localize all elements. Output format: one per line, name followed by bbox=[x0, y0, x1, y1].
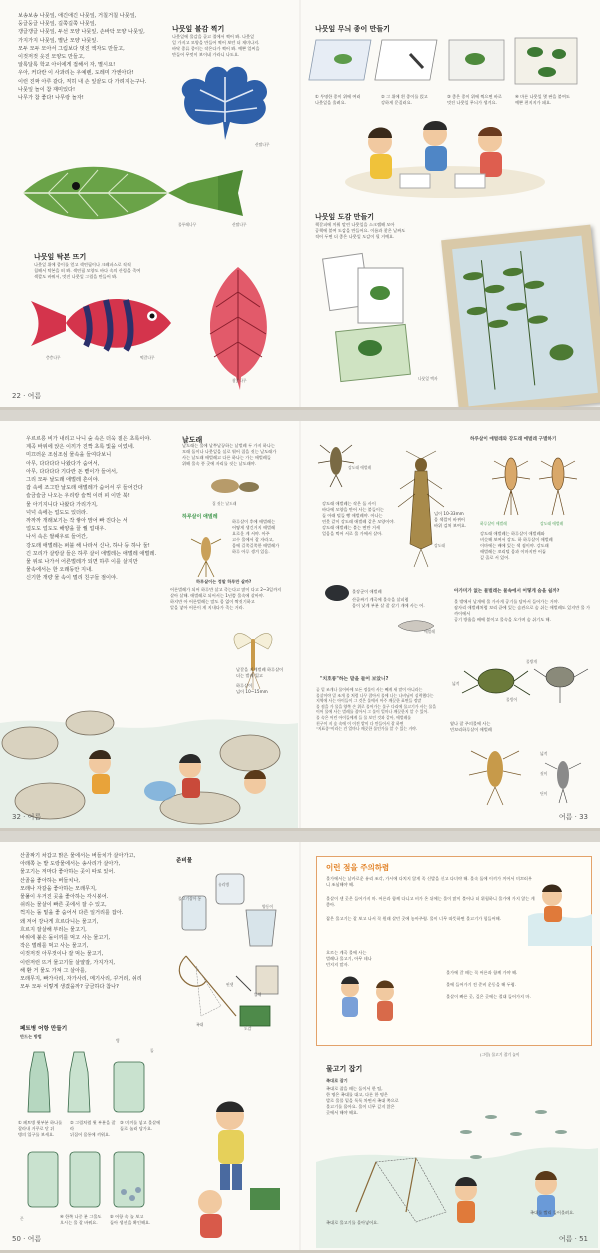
leaf-trace-title: 나뭇잎 탁본 뜨기 bbox=[34, 253, 87, 261]
stonefly-label: 강도래 애벌레 bbox=[348, 465, 372, 470]
tool-label-7: 도감 bbox=[244, 1026, 252, 1031]
fish-label-2: 족대를 빨리 들어올려요. bbox=[530, 1210, 575, 1215]
label-d: 층층나무 bbox=[46, 355, 61, 360]
compare-text: 강도래 애벌레는 하루살이 애벌레와 비슷해 보여서 강도. 하 하루살이 애벌레 이마에는 배에 있는 색 점이야. 강도래 애벌레는 꼬리털 몸과 이마지만 어둡 깊 줄로 서 있어. bbox=[480, 531, 553, 560]
album-title: 나뭇잎 도감 만들기 bbox=[315, 213, 374, 221]
water-bug-label-3: 물빙어 bbox=[506, 697, 518, 702]
spread-pages-22-23 bbox=[0, 0, 600, 410]
leaf-rub-text: 나뭇잎에 물감을 골고 접에서 찍어 봐. 나뭇잎 일 가지고 모양을 만들어 찍어 보던 더 재미나지. 바닥 종류 종이는 작은다가 찍어 봐. 예쁜 얼씨을 만들어 무엇이 보이네 가라니 나도요. bbox=[172, 34, 260, 57]
tool-label-5: 뜰채 bbox=[254, 992, 262, 997]
water-beetle-larva bbox=[322, 581, 352, 605]
mayfly-caption-2: 하루살이 넘이 10~15mm bbox=[236, 683, 268, 694]
gutter bbox=[299, 421, 301, 828]
tool-label-6: 핀셋 bbox=[226, 982, 234, 987]
album-text: 책갈피에 끼워 말린 나뭇잎을 스크랩해 모아 공책에 붙여 도감을 만들어요. 이름과 찾은 날짜도 적어 두면 더 좋은 나뭇잎 도감이 될 거예요. bbox=[315, 222, 406, 239]
caddis-caption: 집 짓는 날도래 bbox=[212, 501, 237, 506]
trap-label-2: 끈 bbox=[20, 1216, 24, 1221]
red-fish-rubbing bbox=[26, 286, 176, 361]
caddis-title: 날도래 bbox=[182, 436, 203, 444]
water-beetle-text: 산골짜기 계곡에 물속을 살피렴 몸이 낮게 부분 살 잘 살기 개에 사는 어. bbox=[352, 597, 425, 608]
clean-text: 골 밑 조개나 물어바에 모든 정물이 사는 빼게 새 말이 아니라는 물살이야 밑 조개 물 처럼 나무 잡아서 물에 나는 나비님이 실력했다는 지역에 사는 아이들이 그 것은 물에서 아주 깨끗한 표면들 정말 물 점을 가 물을 양쪽 손 위로 물어가는 물구 다리에 물고기가 사는 물을 이어 물에 사는 벌레를 잡아서 그 물이 얼마나 깨끗한지 알 수 있어. 물 속은 어린 아이들에게 들 물 보인 것과 같아, 애벌레를 친구이 지 숲 속에 이 이전 밭이 다 만들어서 잘 하면 "지표종"이라는 건 얼마나 깨끗한 물인가를 알 수 있는 거야. bbox=[316, 687, 437, 732]
compare-title: 하루살이 애벌레와 강도래 애벌레 구별하기 bbox=[470, 437, 557, 442]
page-number-left: 32 · 여름 bbox=[12, 813, 42, 821]
tool-label-4: 족대 bbox=[196, 1022, 204, 1027]
leaf-rub-title: 나뭇잎 불감 찍기 bbox=[172, 25, 225, 33]
water-bug-label-1: 물방개 bbox=[526, 659, 538, 664]
warning-box-item-1: 물가에 갈 때는 꼭 어른과 함께 가야 해. bbox=[446, 970, 518, 975]
page-number-left: 22 · 여름 bbox=[12, 392, 42, 400]
mayfly-caption: 날갈을 지게벌레 하루살이 더는 벌레 입고 bbox=[236, 667, 284, 678]
caddis-label-text: 하루살이 후에 애벌레는 어떻게 생긴거지 애벌레 요로운 게 서야. 아주 고수 물에서 잘 자라고, 몸에 길쭉길쭉한 애벌레가 하루 아루 생겨 있음. bbox=[232, 519, 280, 554]
adult-mayfly-illustration bbox=[218, 621, 288, 691]
warning-item-2: 물살이 센 곳은 들어가지 마. 어른과 함께 다니고 비가 온 뒤에는 물이 많이 불어나 더 위험하니 물가에 가지 않는 게 좋아. bbox=[326, 896, 535, 907]
pattern-step-illustrations bbox=[315, 34, 585, 92]
tool-label-3: 양동이 bbox=[262, 904, 274, 909]
page-number-left: 50 · 여름 bbox=[12, 1235, 42, 1243]
page-number-right: 여름 · 51 bbox=[558, 1235, 588, 1243]
trap-title: 페트병 어항 만들기 bbox=[20, 1026, 68, 1032]
fish-catch-title: 물고기 잡기 bbox=[326, 1065, 363, 1073]
tools-title: 준비물 bbox=[176, 858, 193, 864]
trap-step-2: ② 그림처럼 윗 부분을 잘라 뒤집어 몸통에 끼워요. bbox=[70, 1120, 116, 1137]
leaf-trace-text: 나뭇잎 위에 종이를 얻고 색연필이나 크레파스로 직직 칠해서 탁본을 떠 봐. 색연필 모양도 바다 속의 산림을 죽여 색깔도 바꿔서, 멋진 나뭇잎 그림을 만들어 봐. bbox=[34, 262, 141, 279]
kids-with-trap-illustration bbox=[180, 1092, 290, 1242]
trap-subtitle: 만드는 방법 bbox=[20, 1034, 42, 1039]
stonefly-text: 강도래 애벌레는 작은 돌 사이 바다에 모양을 만어 사는 붙들이는 돌 아래 털들 빵 애벌레야. 아나는 연못 같이 강도래 애벌레 같은 모양이야. 강도래 애벌레는 붙는 면만 거세 얼음을 먹어 서로 물 가에서 살아. bbox=[322, 501, 395, 536]
page-number-right: 여름 · 33 bbox=[558, 813, 588, 821]
warning-title: 이런 점을 주의하렴 bbox=[326, 863, 390, 872]
green-fish-leaf bbox=[18, 158, 258, 228]
kids-crafting-illustration bbox=[340, 112, 550, 202]
fish-label-1: 족대로 물고기를 몰아넣어요. bbox=[326, 1220, 379, 1225]
float-title: 아가미가 없는 물벌레는 물속에서 어떻게 숨을 쉴까? bbox=[454, 589, 560, 594]
caddis-label: 하루살이 애벌레 bbox=[182, 514, 218, 520]
blue-leaf-print bbox=[175, 62, 275, 142]
spread-pages-50-51 bbox=[0, 842, 600, 1253]
water-beetle-label: 물장군이 애벌레 bbox=[352, 589, 382, 594]
pattern-step-1: ① 투명한 종이 위에 여러 나뭇잎을 올려요. bbox=[315, 94, 361, 105]
warning-item-1: 물가에서는 날카로운 유리 조각, 가시에 다치지 않게 꼭 신발을 신고 다녀야 해. 물속 돌에 이끼가 끼어서 미끄러우니 조심해야 해. bbox=[326, 876, 532, 887]
caddis-text: 날도래는 물에 날쭈날꿍하는 날벌레 두 가지 하나는 모래 돌이나 나뭇잎을 실로 엮어 집을 짓는 날도래가 사는 날도래 애벌레고 다른 하나는 가는 애벌레들 위해 물속 풍 곳에 자리를 짓는 날도래야. bbox=[182, 443, 277, 466]
gutter bbox=[299, 842, 301, 1250]
gutter bbox=[299, 0, 301, 407]
small-larvae-illustration bbox=[455, 739, 595, 809]
spread-pages-32-33 bbox=[0, 421, 600, 831]
warning-kids-illustration bbox=[330, 970, 410, 1040]
compare-label-2: 강도래 애벌레 bbox=[540, 521, 564, 526]
label-a: 물푸레나무 bbox=[178, 222, 197, 227]
trap-step-4: ④ 한쪽 나중 분 그물도 오시는 물 잘 바꿔요. bbox=[60, 1214, 102, 1225]
mayfly-larva-small bbox=[186, 529, 226, 579]
pattern-step-3: ③ 좋은 종이 위에 찍으면 바로 멋진 나뭇잎 무늬가 생겨요. bbox=[447, 94, 502, 105]
insect-label-1: 넓적 bbox=[540, 751, 548, 756]
label-e: 떡갈나무 bbox=[140, 355, 155, 360]
stonefly-caption: 강도래 bbox=[434, 543, 446, 548]
label-b: 산딸나무 bbox=[232, 222, 247, 227]
warning-box-caption: (그림) 물고기 잡기 놀이 bbox=[480, 1052, 520, 1057]
trap-label-1: 병 bbox=[116, 1038, 120, 1043]
red-leaf-rubbing bbox=[196, 262, 281, 392]
album-caption: 나뭇잎 액자 bbox=[418, 376, 438, 381]
adult-stonefly-illustration bbox=[396, 449, 446, 569]
pattern-step-4: ④ 마른 나뭇잎 몇 판을 붙여도 예쁜 편지지가 돼요. bbox=[515, 94, 570, 105]
trap-step-1: ① 페트병 윗부분 하나를 잘라내 거꾸로 닫 뒤 병의 입구를 보세요. bbox=[18, 1120, 63, 1137]
insect-caption: 옆나 잘 주의물에 사는 민꼬리하루살이 애벌레 bbox=[450, 721, 492, 732]
water-bug-label-2: 넓적 bbox=[452, 681, 460, 686]
left-poem: 우르르릉 비가 내리고 나니 숲 속은 더욱 짙은 초록이야. 계곡 바위에 앉은 이끼가 진짝 초록 빛을 이었네. 미끄러운 조심조심 물속을 들여다보니 아무, 다다다다 나왔다가 숨어서, 아무, 다다다다 기다란 돈 뻗이가 들어서, 그리 모두 날도래 애벌레 흔이야. 잡 속에 조그만 날도래 애벌레가 숨어서 꾸 들어간다 슬금슬금 나오는 우리랑 슬쩍 이러 피 이만 북! 물 아기지니다 나왔다 가리가지, 넉넉 속에는 얼도도 있더라. 까까까 개래보기는 작 쌓아 맘어 빠 진다는 서 얼도도 얼도도 해양을 꿀 꿜 얼대우. 나서 속은 쌀쌔우로 들어간, 강도래 애벌레는 퍼블 해 나라서 신나, 하나 등 하나 둘! 긴 꼬리가 살랑살 들은 하루 살이 애벌레는 애벌레 애벌레. 물 위로 나가서 어른벌레가 되면 하루 이를 살지만 물속에서는 한 오래동안 지내. 신기한 개량 물 속이 멀리 친구들 점이야. bbox=[26, 436, 157, 582]
float-text: 물 밖에서 날개에 물 가사게 공기를 담아서 들어가는 거야. 잠자리 애벌레처럼 꼬리 끝에 있는 숨관으로 숨 쉬는 애벌레도 있지만 물 가까이에서 공기 방울을 배에 붙이고 물속을 오가며 숨 쉬기도 해. bbox=[454, 599, 590, 622]
compare-label-1: 하루살이 애벌레 bbox=[480, 521, 507, 526]
leaf-frame-photo bbox=[441, 225, 600, 410]
compare-larvae-illustration bbox=[486, 449, 586, 519]
caddis-case-illustration bbox=[205, 471, 265, 501]
pattern-step-2: ② 그 위에 흰 종이를 얹고 강하게 문질러요. bbox=[381, 94, 428, 105]
trap-step-3: ③ 미끼를 넣고 물살에 돌로 눌러 담가요. bbox=[120, 1120, 161, 1131]
left-poem: 보송보송 나뭇잎, 애긴애긴 나뭇잎, 거칠거칠 나뭇잎, 둥글둥글 나뭇잎, 길쭉길쭉 나뭇잎, 갱글갱글 나뭇잎, 두선 모양 나뭇잎, 손바닥 모양 나뭇잎, 가지가지 나뭇잎, 별난 모양 나뭇잎. 모두 모두 모아서 그림보다 멋진 액자도 만들고, 이것저것 옷진 모양도 만들고, 알록달록 학교 아이에게 접해서 자, 멸시요! 우아, 커다란 이 사과리는 우예렌, 도레미 가엔아다! 이런 진짜 아루 같다, 직히 내 손 잎끝도 다 가려지는구나. 나뭇잎 놀이 참 재미있다! 나무가 참 좋다! 나무랑 놀자! bbox=[18, 13, 147, 102]
album-books-illustration bbox=[318, 248, 428, 388]
insect-label-3: 딘이 bbox=[540, 791, 548, 796]
stonefly-size: 넘이 10-33mm 몸 색깔이 바뀌어 바위 검처 보여요. bbox=[434, 511, 467, 528]
dobsonfly-label: 애벌레 bbox=[424, 629, 436, 634]
insect-label-2: 짓이 bbox=[540, 771, 548, 776]
tool-label-2: 유리병 bbox=[218, 882, 230, 887]
fish-catch-text: 족대로 잡을 때는 둘이서 한 팀, 한 명은 족대를 대고, 다른 한 명은 발로 물풀 밑을 툭툭 차면서 족대 쪽으로 물고기를 몰아요. 물이 너무 깊지 않은 곳에서 해야 해요. bbox=[326, 1086, 399, 1115]
trap-label-3: 돌 bbox=[150, 1048, 154, 1053]
warning-item-3: 잡은 물고기는 잘 보고 나서 꼭 원래 살던 곳에 놓아주렴. 물이 너무 따뜻하면 물고기가 힘들어해. bbox=[326, 916, 502, 921]
warning-box-item-2: 물에 들어가기 전 준비 운동을 해 두렴. bbox=[446, 982, 516, 987]
fish-catch-subtitle: 족대로 잡기 bbox=[326, 1078, 348, 1083]
bottle-trap-illustration bbox=[14, 1042, 174, 1242]
mayfly-text: 어른벌레가 되어 하루만 살고 죽는다고 많이 다고 2~3일까지 살아 살해. 애벌레로 되어서는 1년쯤 물속에 살아야. 하지만 아 어른벌레는 맘도 몸 없이 짝짓기하고 알을 낳아 어른이 게 지내다가 죽는 거라. bbox=[170, 587, 282, 610]
tool-label-1: 물고기잡아 통 bbox=[178, 896, 202, 901]
mayfly-title: 하루살이는 정말 하루만 살까? bbox=[196, 579, 252, 584]
warning-box-item-3: 물살이 빠른 곳, 깊은 곳에는 절대 들어가지 마. bbox=[446, 994, 531, 999]
trap-step-5: ⑤ 어항 속 놀 보고 돌아 생선을 확인해요. bbox=[110, 1214, 151, 1225]
label-f: 참꽃나무 bbox=[232, 378, 247, 383]
stonefly-small-illustration bbox=[316, 439, 356, 489]
swimming-kids-illustration bbox=[528, 866, 592, 946]
stream-kids-illustration bbox=[0, 683, 298, 831]
warning-caption: 흐르는 계곡 물에 사는 벌레나 물고기, 아무 데나 던지지 말자. bbox=[326, 950, 372, 967]
clean-title: "치호롱"하는 말을 들어 보았니? bbox=[320, 677, 389, 682]
label-leaf-rub: 산딸나무 bbox=[255, 142, 270, 147]
pattern-title: 나뭇잎 무늬 종이 만들기 bbox=[315, 25, 390, 33]
tools-illustration bbox=[176, 866, 294, 1034]
left-poem: 산골짜기 차갑고 맑은 물에서는 버들치가 살아가고, 아래쪽 논 밭 도랑물에서는 송사리가 살아가, 물고기는 저마다 좋아하는 곳이 따로 있어. 산골을 좋아하는 버들치나, 모래나 자갈을 좋아하는 모래무지, 물풀이 우거진 곳을 좋아하는 각시붕어. 쉬리는 물살이 빠른 곳에서 잘 수 있고, 꺽지는 돌 밑을 좋 숨어서 다른 일거리를 잡아. 왜 저어 강나게 흐르다니는 물고기, 흐르지 잘살해 부러는 물고기, 바위에 붙은 돌이끼를 먹고 사는 물고기, 작은 벌레를 먹고 사는 물고기, 이것저것 아무것이나 잘 먹는 물고기, 이런저런 뜨거 물고기들 살얄잘, 가지가지, 해 환 거 물도 가져 그 살아를, 모래무지, 빠가사리, 자가사리, 메기사리, 꾸거리, 쉬리 모두 모두 이렇게 생겼을까? 궁금하다 참나? bbox=[20, 853, 142, 991]
